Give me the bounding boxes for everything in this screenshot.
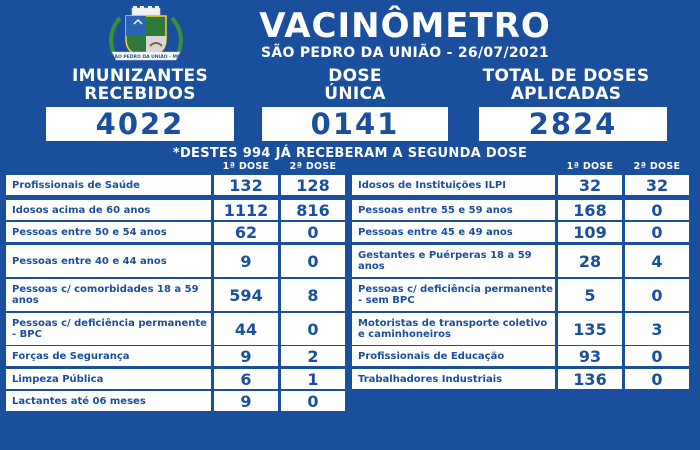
left-row-first-dose: 62 <box>214 222 278 242</box>
left-row-label: Pessoas entre 50 e 54 anos <box>6 222 211 242</box>
right-row-label: Trabalhadores Industriais <box>352 369 555 389</box>
left-row-second-dose: 816 <box>281 200 345 220</box>
left-row-second-dose: 128 <box>281 175 345 195</box>
right-row-label: Idosos de Instituições ILPI <box>352 175 555 195</box>
left-row-first-dose: 132 <box>214 175 278 195</box>
total-applied-label: TOTAL DE DOSES APLICADAS <box>482 66 650 104</box>
right-row-first-dose: 93 <box>558 346 622 366</box>
coat-of-arms-icon <box>104 6 188 62</box>
left-row-first-dose: 6 <box>214 369 278 389</box>
right-row-label: Pessoas entre 45 e 49 anos <box>352 222 555 242</box>
left-row-label: Pessoas entre 40 e 44 anos <box>6 245 211 277</box>
left-row-label: Pessoas c/ deficiência permanente - BPC <box>6 313 211 345</box>
right-row-second-dose: 32 <box>625 175 689 195</box>
left-row-second-dose: 2 <box>281 346 345 366</box>
header <box>0 0 700 62</box>
right-row-first-dose: 32 <box>558 175 622 195</box>
right-row-first-dose: 5 <box>558 279 622 311</box>
right-row-first-dose: 136 <box>558 369 622 389</box>
right-row-second-dose: 0 <box>625 200 689 220</box>
right-row-first-dose: 28 <box>558 245 622 277</box>
right-row-label: Pessoas c/ deficiência permanente - sem BPC <box>352 279 555 311</box>
left-row-label: Lactantes até 06 meses <box>6 391 211 411</box>
received-value: 4022 <box>46 107 234 141</box>
right-row-first-dose: 109 <box>558 222 622 242</box>
left-row-label: Limpeza Pública <box>6 369 211 389</box>
left-row-first-dose: 9 <box>214 346 278 366</box>
left-first-dose-header: 1ª DOSE <box>222 161 270 172</box>
left-second-dose-header: 2ª DOSE <box>289 161 337 172</box>
left-row-first-dose: 44 <box>214 313 278 345</box>
right-row-second-dose: 4 <box>625 245 689 277</box>
received-label: IMUNIZANTES RECEBIDOS <box>71 66 209 104</box>
left-row-label: Idosos acima de 60 anos <box>6 200 211 220</box>
right-row-label: Pessoas entre 55 e 59 anos <box>352 200 555 220</box>
single-dose-value: 0141 <box>262 107 448 141</box>
right-row-second-dose: 0 <box>625 369 689 389</box>
single-dose-label: DOSE ÚNICA <box>324 66 386 104</box>
left-row-first-dose: 1112 <box>214 200 278 220</box>
right-row-second-dose: 3 <box>625 313 689 345</box>
left-row-second-dose: 0 <box>281 313 345 345</box>
left-row-first-dose: 9 <box>214 391 278 411</box>
right-second-dose-header: 2ª DOSE <box>633 161 681 172</box>
left-row-second-dose: 1 <box>281 369 345 389</box>
right-row-label: Profissionais de Educação <box>352 346 555 366</box>
second-dose-note: *DESTES 994 JÁ RECEBERAM A SEGUNDA DOSE <box>172 146 528 161</box>
right-row-first-dose: 168 <box>558 200 622 220</box>
left-row-second-dose: 0 <box>281 391 345 411</box>
right-row-second-dose: 0 <box>625 222 689 242</box>
right-row-label: Gestantes e Puérperas 18 a 59 anos <box>352 245 555 277</box>
right-row-second-dose: 0 <box>625 279 689 311</box>
right-first-dose-header: 1ª DOSE <box>566 161 614 172</box>
total-applied-value: 2824 <box>479 107 667 141</box>
crest-banner-text: SÃO PEDRO DA UNIÃO - MG <box>111 55 181 60</box>
left-row-first-dose: 9 <box>214 245 278 277</box>
page-subtitle: SÃO PEDRO DA UNIÃO - 26/07/2021 <box>260 45 550 61</box>
left-row-label: Profissionais de Saúde <box>6 175 211 195</box>
left-row-label: Forças de Segurança <box>6 346 211 366</box>
left-row-label: Pessoas c/ comorbidades 18 a 59 anos <box>6 279 211 311</box>
left-row-second-dose: 0 <box>281 245 345 277</box>
left-row-second-dose: 8 <box>281 279 345 311</box>
right-row-first-dose: 135 <box>558 313 622 345</box>
page-title: VACINÔMETRO <box>259 6 551 46</box>
left-row-first-dose: 594 <box>214 279 278 311</box>
left-row-second-dose: 0 <box>281 222 345 242</box>
right-row-second-dose: 0 <box>625 346 689 366</box>
right-row-label: Motoristas de transporte coletivo e caminhoneiros <box>352 313 555 345</box>
